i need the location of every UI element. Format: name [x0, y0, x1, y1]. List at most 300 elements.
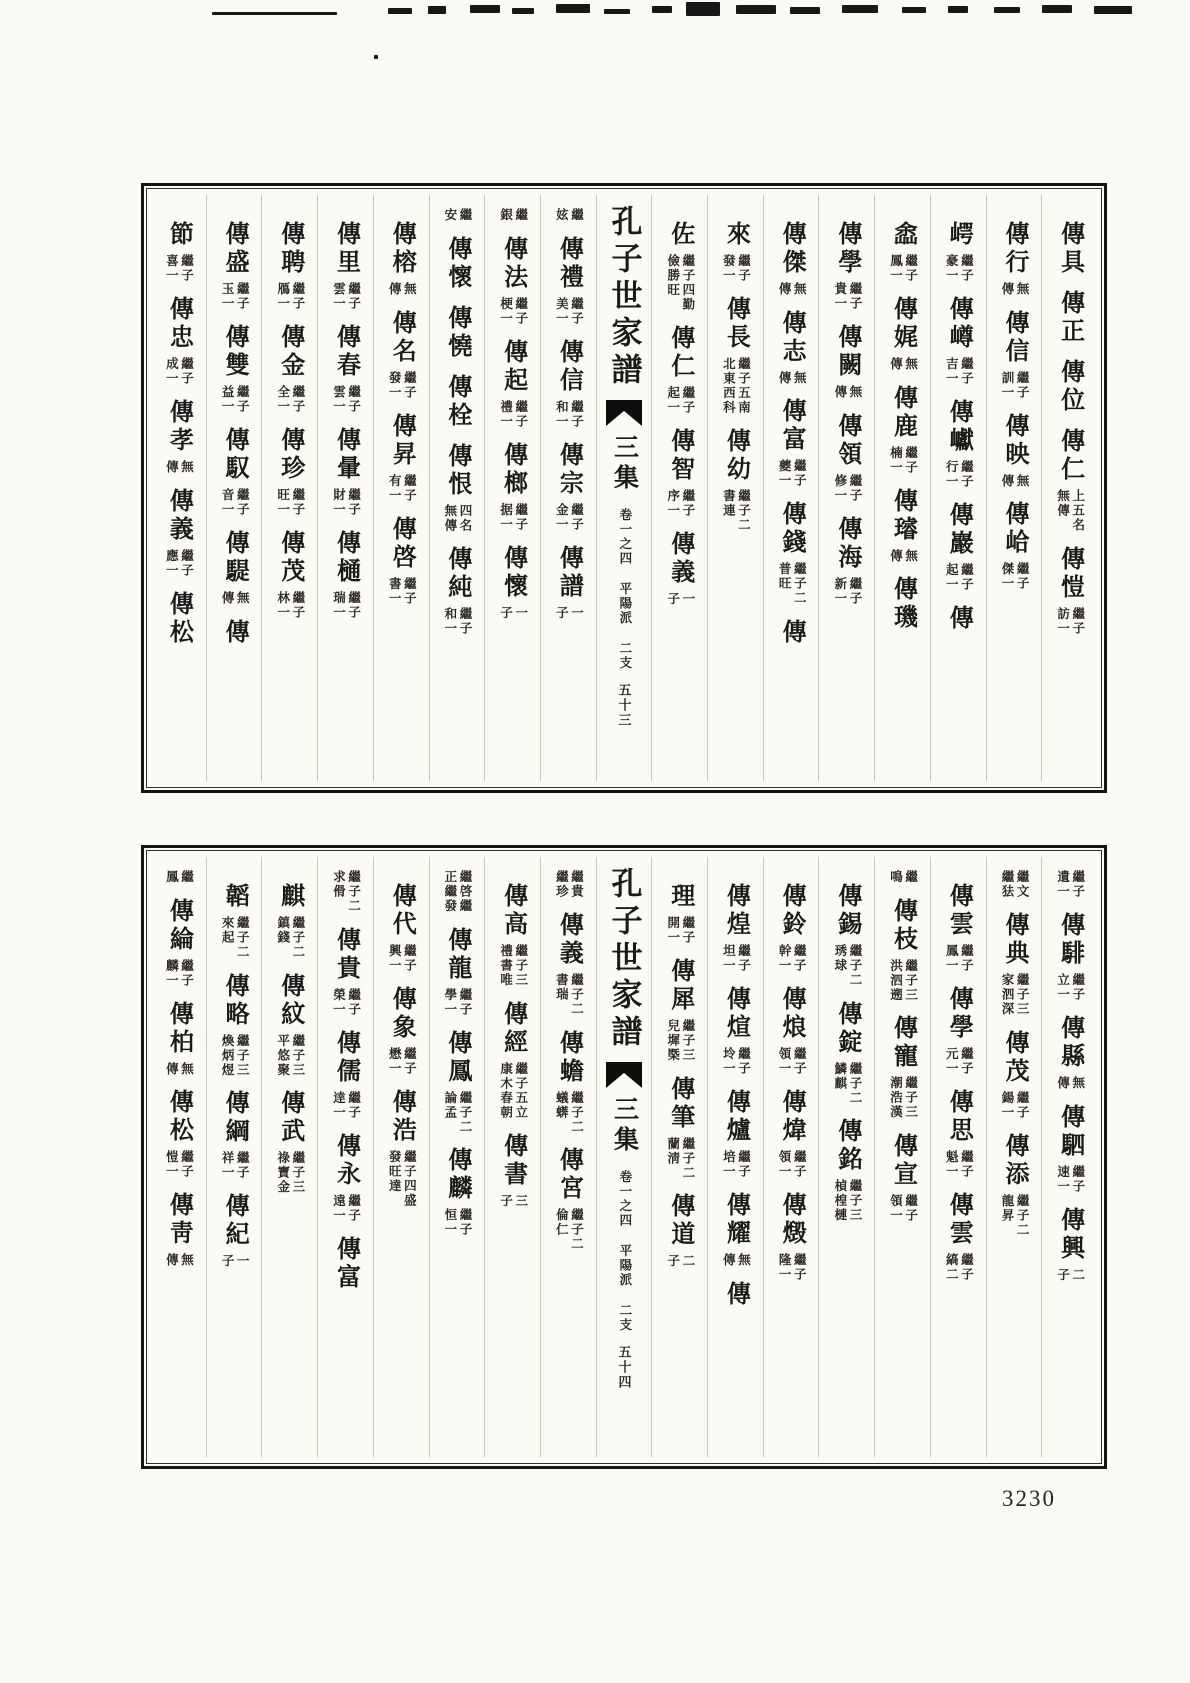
person-entry	[944, 221, 972, 283]
person-name: 傳海	[833, 515, 860, 572]
person-name: 傳憢	[443, 304, 470, 361]
genealogy-column	[317, 195, 373, 781]
person-note: 繼子 起一	[944, 563, 974, 592]
person-name: 傳鹿	[889, 384, 916, 441]
person-name: 傳仁	[666, 325, 693, 381]
person-name: 傳麟	[443, 1147, 470, 1203]
person-note: 繼子 金一	[554, 502, 584, 532]
person-name: 傳行	[1000, 221, 1027, 277]
person-entry	[833, 1118, 861, 1223]
person-note: 繼子三 楨楻槤	[832, 1179, 862, 1223]
person-entry	[777, 221, 805, 297]
person-entry	[833, 324, 861, 400]
genealogy-column	[151, 195, 206, 781]
person-name: 傳信	[555, 338, 582, 395]
person-note: 繼 鳳	[164, 870, 194, 885]
person-note: 無 傳	[888, 548, 918, 563]
person-note: 繼子 鳳一	[888, 254, 918, 283]
person-note: 繼子三 洪泗遡	[888, 958, 918, 1002]
person-name: 傳茂	[1000, 1029, 1027, 1086]
person-note: 無 傳	[164, 460, 194, 475]
person-note: 二 子	[665, 1254, 695, 1269]
person-entry	[498, 1001, 526, 1120]
genealogy-column	[484, 857, 540, 1457]
person-entry	[443, 865, 471, 914]
genealogy-column	[930, 857, 986, 1457]
genealogy-column	[317, 857, 373, 1457]
person-name: 傳烺	[778, 986, 805, 1042]
person-entry	[666, 958, 694, 1063]
person-name: 傳忠	[165, 296, 192, 352]
person-name: 傳峆	[1000, 501, 1027, 557]
person-note: 繼子 和一	[554, 399, 584, 429]
person-entry	[331, 1133, 359, 1223]
person-entry	[443, 927, 471, 1017]
person-entry	[1056, 1207, 1084, 1283]
person-note: 繼子 愷一	[164, 1150, 194, 1179]
person-note: 繼子 据一	[498, 502, 528, 532]
person-entry	[164, 399, 192, 475]
person-name: 傳爐	[722, 1089, 749, 1145]
person-entry	[443, 1030, 471, 1135]
genealogy-column	[1041, 857, 1097, 1457]
person-name: 傳昇	[388, 412, 415, 469]
person-entry	[498, 236, 526, 326]
person-entry	[666, 325, 694, 415]
person-note: 無 傳	[999, 282, 1030, 297]
person-name: 傳錢	[778, 501, 805, 557]
scan-artifact	[686, 2, 720, 16]
person-name: 傳鈴	[778, 883, 805, 939]
person-entry	[445, 305, 469, 361]
person-name: 傳聘	[276, 221, 303, 277]
person-note: 繼子 訪一	[1055, 606, 1085, 636]
person-name: 傳貴	[332, 926, 359, 983]
person-name: 傳懷	[443, 235, 470, 292]
person-entry	[1056, 1104, 1084, 1194]
scan-artifact	[902, 7, 926, 13]
person-note: 無 傳	[832, 385, 862, 400]
person-name: 傳略	[221, 972, 248, 1029]
person-note: 繼子三 煥炳煜	[220, 1033, 250, 1077]
person-name: 傳	[945, 605, 972, 633]
person-entry	[331, 927, 359, 1017]
person-entry	[777, 501, 805, 606]
person-name: 傳縣	[1056, 1015, 1083, 1071]
person-entry	[443, 203, 471, 223]
genealogy-column	[818, 857, 874, 1457]
person-note: 繼子 成一	[164, 357, 194, 386]
person-entry	[1058, 221, 1082, 277]
person-note: 繼子二 鱗麒	[832, 1061, 862, 1105]
person-note: 繼子二 蘭淸	[665, 1136, 695, 1180]
person-note: 繼子 培一	[721, 1150, 751, 1179]
scan-artifact	[388, 8, 412, 14]
person-note: 無 傳	[777, 370, 807, 385]
person-entry	[777, 1089, 805, 1179]
person-name: 傳枝	[889, 897, 916, 954]
genealogy-column	[151, 857, 206, 1457]
person-entry	[164, 898, 192, 988]
person-note: 繼 銀	[498, 208, 528, 223]
person-entry	[387, 516, 415, 606]
person-entry	[721, 296, 749, 415]
person-entry	[554, 912, 582, 1017]
person-entry	[554, 442, 582, 532]
person-entry	[666, 1076, 694, 1181]
person-entry	[721, 1192, 749, 1268]
person-name: 傳栓	[443, 373, 470, 430]
person-entry	[666, 221, 694, 312]
person-name: 傳啓	[388, 515, 415, 572]
person-note: 繼 安	[442, 208, 473, 223]
person-name: 傳武	[276, 1090, 303, 1146]
person-note: 繼 妶	[554, 208, 584, 223]
genealogy-column	[763, 857, 819, 1457]
person-note: 繼子 傑一	[999, 562, 1030, 591]
person-entry	[554, 1030, 582, 1135]
person-entry	[1000, 912, 1028, 1017]
person-name: 傳富	[778, 398, 805, 454]
person-note: 繼子 瑞一	[331, 591, 361, 620]
person-entry	[721, 883, 749, 973]
person-entry	[164, 865, 192, 885]
person-note: 繼子三 祿寶金	[275, 1151, 305, 1195]
scan-artifact	[652, 6, 672, 13]
scan-artifact	[736, 5, 776, 14]
collection-label: 三集	[610, 1096, 638, 1156]
person-note: 繼子 吉一	[944, 357, 974, 386]
genealogy-column	[707, 195, 763, 781]
person-entry	[891, 576, 915, 632]
genealogy-frame-lower	[141, 845, 1107, 1469]
person-note: 無 傳	[999, 473, 1030, 488]
person-note: 繼子 鴈一	[275, 282, 305, 311]
person-entry	[554, 339, 582, 429]
person-note: 繼子五立 康木春朝	[498, 1061, 528, 1120]
person-name: 傳巖	[945, 502, 972, 558]
genealogy-column	[1041, 195, 1097, 781]
scan-artifact	[212, 12, 337, 15]
person-name: 傳鳳	[443, 1029, 470, 1086]
genealogy-column	[429, 857, 485, 1457]
person-note: 繼子 玉一	[220, 282, 250, 311]
person-name: 傳起	[499, 338, 526, 395]
person-entry	[387, 1089, 415, 1208]
person-note: 無 傳	[164, 1253, 194, 1268]
person-entry	[276, 530, 304, 620]
person-name: 傳領	[833, 412, 860, 469]
person-note: 繼子二 鎮錢	[275, 916, 305, 960]
person-note: 繼子 益一	[220, 385, 250, 414]
person-entry	[276, 324, 304, 414]
person-note: 繼子 興一	[387, 944, 417, 973]
person-name: 傳璣	[889, 576, 916, 632]
genealogy-frame-upper	[141, 183, 1107, 793]
person-entry	[944, 296, 972, 386]
person-note: 繼啓繼 正繼發	[442, 870, 473, 914]
person-entry	[554, 545, 582, 621]
person-name: 崿	[945, 221, 972, 249]
person-name: 傳巘	[945, 399, 972, 455]
person-entry	[888, 898, 916, 1003]
person-entry	[1056, 1015, 1084, 1091]
person-note: 繼子三 潮浩漢	[888, 1076, 918, 1120]
person-name: 傳綸	[165, 897, 192, 954]
person-name: 傳懷	[499, 544, 526, 601]
person-note: 繼 鳴	[888, 870, 918, 885]
person-entry	[944, 502, 972, 592]
person-note: 繼貴 繼珍	[554, 870, 584, 899]
scan-artifact	[512, 8, 534, 14]
frame-columns	[146, 850, 1102, 1464]
person-entry	[220, 221, 248, 311]
person-note: 繼子三 平悠聚	[275, 1033, 305, 1077]
person-entry	[276, 883, 304, 960]
person-entry	[276, 427, 304, 517]
person-entry	[443, 443, 471, 533]
person-entry	[721, 986, 749, 1076]
person-name: 傳騠	[221, 530, 248, 586]
person-name: 傳添	[1000, 1132, 1027, 1189]
person-name: 傳道	[666, 1193, 693, 1249]
person-entry	[554, 236, 582, 326]
person-entry	[387, 221, 415, 297]
person-entry	[498, 883, 526, 988]
scan-artifact	[428, 6, 446, 14]
person-entry	[721, 221, 749, 283]
person-name: 傳柏	[165, 1000, 192, 1057]
person-note: 一 子	[554, 605, 584, 620]
person-note: 無 傳	[777, 282, 807, 297]
person-name: 來	[722, 221, 749, 249]
genealogy-column	[373, 195, 429, 781]
person-name: 傳靑	[165, 1192, 192, 1248]
person-note: 繼子四盛 發旺達	[387, 1150, 417, 1208]
scan-artifact	[948, 6, 968, 13]
center-title-column	[596, 857, 652, 1457]
person-entry	[164, 488, 192, 578]
genealogy-column	[540, 857, 596, 1457]
person-note: 繼子 雲一	[331, 385, 361, 414]
person-name: 傳榕	[388, 221, 415, 277]
person-name: 傳書	[499, 1132, 526, 1189]
book-title: 孔子世家譜	[606, 205, 642, 390]
person-name: 傳浩	[388, 1089, 415, 1145]
person-name: 傳永	[332, 1132, 359, 1189]
person-entry	[331, 324, 359, 414]
person-entry	[777, 310, 805, 386]
center-title-column	[596, 195, 652, 781]
scan-artifact	[374, 55, 378, 59]
person-note: 繼子 訓一	[999, 370, 1030, 400]
person-entry	[888, 865, 916, 885]
person-entry	[443, 1147, 471, 1237]
person-note: 三 子	[498, 1193, 528, 1208]
person-note: 繼子 美一	[554, 296, 584, 326]
person-entry	[1000, 1133, 1028, 1238]
scan-artifact	[470, 5, 500, 13]
person-note: 繼子 雲一	[331, 282, 361, 311]
person-note: 無 傳	[888, 357, 918, 372]
person-name: 傳燬	[778, 1192, 805, 1248]
person-name: 傳傑	[778, 221, 805, 277]
person-note: 繼子 領一	[777, 1047, 807, 1076]
person-note: 繼子 學一	[442, 987, 473, 1017]
person-name: 佐	[666, 221, 693, 249]
person-name: 傳恨	[443, 442, 470, 499]
person-entry	[498, 203, 526, 223]
person-note: 繼子 遠一	[331, 1193, 361, 1223]
person-entry	[220, 883, 248, 960]
person-entry	[944, 986, 972, 1076]
person-entry	[498, 1133, 526, 1209]
person-entry	[387, 310, 415, 400]
person-note: 無 傳	[721, 1253, 751, 1268]
person-entry	[164, 1192, 192, 1268]
frame-columns	[146, 188, 1102, 788]
person-entry	[276, 1090, 304, 1195]
person-note: 繼子 夔一	[777, 459, 807, 488]
person-note: 繼子 麟一	[164, 958, 194, 988]
person-name: 傳紋	[276, 972, 303, 1029]
person-name: 傳嶟	[945, 296, 972, 352]
person-note: 繼子 貴一	[832, 282, 862, 311]
person-entry	[833, 221, 861, 311]
person-note: 繼子 魁一	[944, 1150, 974, 1179]
person-entry	[220, 973, 248, 1078]
person-name: 傳茂	[276, 530, 303, 586]
genealogy-column	[261, 195, 317, 781]
person-entry	[1056, 546, 1084, 636]
person-name: 傳象	[388, 986, 415, 1042]
person-note: 繼子 幹一	[777, 944, 807, 973]
person-entry	[888, 221, 916, 283]
person-note: 繼子 隆一	[777, 1253, 807, 1282]
person-entry	[944, 883, 972, 973]
volume-branch-label: 卷一之四 平陽派 二支	[617, 1170, 632, 1333]
person-entry	[1058, 290, 1082, 346]
person-note: 繼文 繼㹤	[999, 870, 1030, 899]
book-title: 孔子世家譜	[606, 867, 642, 1052]
person-name: 傳位	[1056, 359, 1083, 415]
person-entry	[944, 1192, 972, 1282]
person-note: 繼子三 家泗深	[999, 973, 1030, 1017]
person-note: 繼子 恒一	[442, 1208, 473, 1237]
person-note: 繼子 祥一	[220, 1151, 250, 1180]
person-entry	[164, 221, 192, 283]
person-note: 繼子 音一	[220, 488, 250, 517]
page-number: 3230	[1002, 1486, 1056, 1511]
person-note: 繼子 坦一	[721, 944, 751, 973]
person-entry	[888, 296, 916, 372]
person-entry	[1000, 413, 1028, 489]
person-entry	[944, 399, 972, 489]
person-name: 傳	[722, 1280, 749, 1309]
person-note: 繼子 應一	[164, 548, 194, 578]
collection-label: 三集	[610, 434, 638, 494]
person-note: 繼子 發一	[721, 254, 751, 283]
person-note: 繼子 起一	[665, 386, 695, 415]
genealogy-column	[651, 857, 707, 1457]
scan-artifact	[556, 4, 590, 13]
genealogy-column	[707, 857, 763, 1457]
person-entry	[498, 545, 526, 621]
person-note: 繼子 領一	[777, 1150, 807, 1179]
scan-artifact	[604, 9, 630, 14]
person-name: 傳儒	[332, 1029, 359, 1086]
person-note: 一 子	[220, 1254, 250, 1269]
person-note: 繼子 林一	[275, 591, 305, 620]
genealogy-column	[986, 195, 1042, 781]
person-name: 傳綱	[221, 1090, 248, 1146]
person-note: 繼子二 論孟	[442, 1090, 473, 1134]
person-note: 繼子二 書瑞	[554, 973, 584, 1017]
scan-artifact	[1094, 6, 1132, 14]
person-note: 繼子 縞二	[944, 1253, 974, 1282]
person-note: 繼子 全一	[275, 385, 305, 414]
person-name: 傳興	[1056, 1206, 1083, 1263]
person-name: 傳富	[332, 1235, 359, 1292]
person-entry	[554, 865, 582, 899]
person-name: 傳典	[1000, 912, 1027, 968]
person-entry	[666, 883, 694, 945]
person-entry	[777, 986, 805, 1076]
person-name: 韜	[221, 883, 248, 911]
volume-branch-label: 卷一之四 平陽派 二支	[617, 508, 632, 671]
person-name: 傳馭	[221, 427, 248, 483]
person-name: 傳雲	[945, 883, 972, 939]
person-entry	[721, 1089, 749, 1179]
person-entry	[387, 413, 415, 503]
person-note: 繼子 財一	[331, 488, 361, 517]
person-name: 傳信	[1000, 309, 1027, 366]
person-entry	[1058, 359, 1082, 415]
person-entry	[779, 619, 803, 647]
person-entry	[443, 546, 471, 636]
person-entry	[445, 374, 469, 430]
person-note: 繼子 行一	[944, 460, 974, 489]
person-name: 傳孝	[165, 399, 192, 455]
person-note: 無 傳	[164, 1061, 194, 1076]
person-name: 傳義	[555, 912, 582, 968]
person-name: 傳耀	[722, 1192, 749, 1248]
person-entry	[1000, 1030, 1028, 1120]
person-note: 繼子二 龍昇	[999, 1193, 1030, 1237]
person-name: 傳寵	[889, 1015, 916, 1071]
person-name: 傳煒	[778, 1089, 805, 1145]
person-name: 傳煊	[722, 986, 749, 1042]
person-name: 傳駟	[1056, 1103, 1083, 1160]
person-name: 傳志	[778, 309, 805, 366]
person-name: 傳禮	[555, 235, 582, 292]
person-name: 傳純	[443, 545, 470, 602]
person-name: 傳龍	[443, 926, 470, 983]
person-name: 傳思	[945, 1089, 972, 1145]
person-note: 繼子二 求傦	[331, 870, 361, 914]
genealogy-column	[986, 857, 1042, 1457]
person-entry	[1000, 310, 1028, 400]
person-name: 傳名	[388, 309, 415, 366]
person-name: 傳娓	[889, 296, 916, 352]
person-entry	[331, 427, 359, 517]
person-entry	[166, 591, 190, 647]
person-entry	[276, 221, 304, 311]
person-name: 傳榔	[499, 441, 526, 498]
person-note: 繼子 禮一	[498, 399, 528, 429]
person-note: 繼子 梗一	[498, 296, 528, 326]
person-name: 傳	[221, 618, 248, 647]
